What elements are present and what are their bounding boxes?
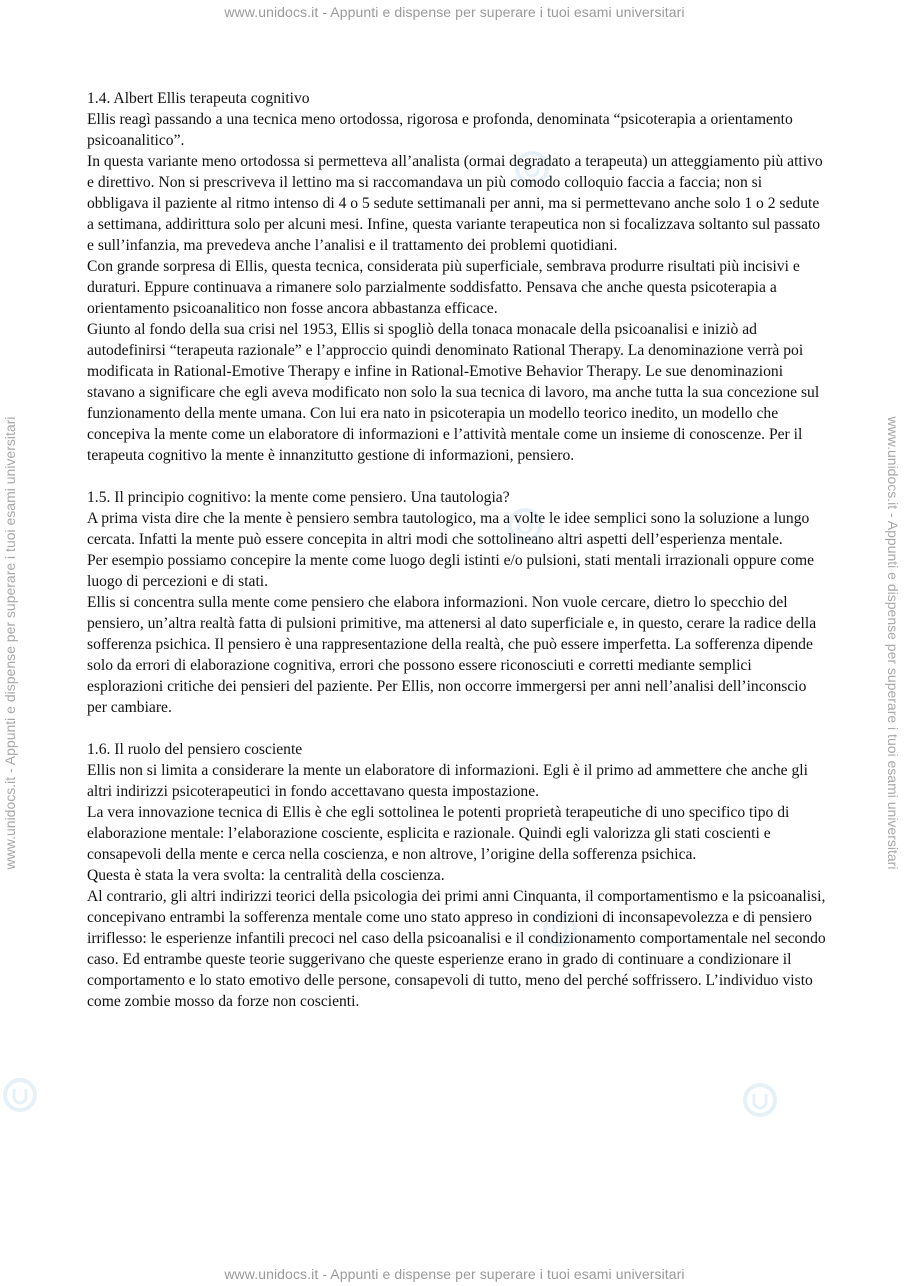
section-heading: 1.5. Il principio cognitivo: la mente come pensiero. Una tautologia?	[87, 489, 510, 506]
paragraph: Per esempio possiamo concepire la mente come luogo degli istinti e/o pulsioni, stati mentali irrazionali oppure come luogo di percezioni e di stati.	[87, 552, 815, 590]
watermark-right: www.unidocs.it - Appunti e dispense per superare i tuoi esami universitari	[885, 416, 901, 870]
paragraph: Giunto al fondo della sua crisi nel 1953, Ellis si spogliò della tonaca monacale della psicoanalisi e iniziò ad autodefinirsi “terapeuta razionale” e l’approccio quindi denominato Rational Therapy. La denominazione verrà poi modificata in Rational-Emotive Therapy e infine in Rational-Emotive Behavior Therapy. Le sue denominazioni stavano a significare che egli aveva modificato non solo la sua tecnica di lavoro, ma anche tutta la sua concezione sul funzionamento della mente umana. Con lui era nato in psicoterapia un modello teorico inedito, un modello che concepiva la mente come un elaboratore di informazioni e l’attività mentale come un insieme di conoscenze. Per il terapeuta cognitivo la mente è innanzitutto gestione di informazioni, pensiero.	[87, 321, 820, 464]
section-body	[87, 109, 827, 466]
watermark-bottom: www.unidocs.it - Appunti e dispense per superare i tuoi esami universitari	[224, 1266, 685, 1282]
watermark-top: www.unidocs.it - Appunti e dispense per superare i tuoi esami universitari	[224, 4, 685, 20]
section-heading: 1.4. Albert Ellis terapeuta cognitivo	[87, 90, 310, 107]
paragraph: A prima vista dire che la mente è pensiero sembra tautologico, ma a volte le idee semplici sono la soluzione a lungo cercata. Infatti la mente può essere concepita in altri modi che sottolineano altri aspetti dell’esperienza mentale.	[87, 510, 810, 548]
watermark-left: www.unidocs.it - Appunti e dispense per superare i tuoi esami universitari	[2, 416, 18, 870]
paragraph: Ellis si concentra sulla mente come pensiero che elabora informazioni. Non vuole cercare, dietro lo specchio del pensiero, un’altra realtà fatta di pulsioni primitive, ma attenersi al dato superficiale e, in questo, cerare la radice della sofferenza psichica. Il pensiero è una rappresentazione della realtà, che può essere imperfetta. La sofferenza dipende solo da errori di elaborazione cognitiva, errori che possono essere riconosciuti e corretti mediante semplici esplorazioni critiche dei pensieri del paziente. Per Ellis, non occorre immergersi per anni nell’analisi dell’inconscio per cambiare.	[87, 594, 817, 716]
paragraph: La vera innovazione tecnica di Ellis è che egli sottolinea le potenti proprietà terapeutiche di uno specifico tipo di elaborazione mentale: l’elaborazione cosciente, esplicita e razionale. Quindi egli valorizza gli stati coscienti e consapevoli della mente e cerca nella coscienza, e non altrove, l’origine della sofferenza psichica.	[87, 804, 790, 863]
paragraph: Con grande sorpresa di Ellis, questa tecnica, considerata più superficiale, sembrava produrre risultati più incisivi e duraturi. Eppure continuava a rimanere solo parzialmente soddisfatto. Pensava che anche questa psicoterapia a orientamento psicoanalitico non fosse ancora abbastanza efficace.	[87, 258, 800, 317]
paragraph: Ellis non si limita a considerare la mente un elaboratore di informazioni. Egli è il primo ad ammettere che anche gli altri indirizzi psicoterapeutici in fondo accettavano questa impostazione.	[87, 762, 808, 800]
section-body	[87, 760, 827, 1012]
paragraph: In questa variante meno ortodossa si permetteva all’analista (ormai degradato a terapeuta) un atteggiamento più attivo e direttivo. Non si prescriveva il lettino ma si raccomandava un più comodo colloquio faccia a faccia; non si obbligava il paziente al ritmo intenso di 4 o 5 sedute settimanali per anni, ma si permettevano anche solo 1 o 2 sedute a settimana, addirittura solo per alcuni mesi. Infine, questa variante terapeutica non si focalizzava soltanto sul passato e sull’infanzia, ma prevedeva anche l’analisi e il trattamento dei problemi quotidiani.	[87, 153, 823, 254]
section-body	[87, 508, 827, 718]
unidocs-logo-icon	[0, 1075, 40, 1115]
unidocs-logo-icon	[740, 1080, 780, 1120]
document-body	[87, 88, 827, 1033]
section-heading: 1.6. Il ruolo del pensiero cosciente	[87, 741, 303, 758]
paragraph: Questa è stata la vera svolta: la centralità della coscienza.	[87, 867, 445, 884]
paragraph: Al contrario, gli altri indirizzi teorici della psicologia dei primi anni Cinquanta, il comportamentismo e la psicoanalisi, concepivano entrambi la sofferenza mentale come uno stato appreso in condizioni di inconsapevolezza e di pensiero irriflesso: le esperienze infantili precoci nel caso della psicoanalisi e il condizionamento comportamentale nel secondo caso. Ed entrambe queste teorie suggerivano che queste esperienze erano in grado di continuare a condizionare il comportamento e lo stato emotivo delle persone, consapevoli di tutto, meno del perché soffrissero. L’individuo visto come zombie mosso da forze non coscienti.	[87, 888, 826, 1010]
paragraph: Ellis reagì passando a una tecnica meno ortodossa, rigorosa e profonda, denominata “psicoterapia a orientamento psicoanalitico”.	[87, 111, 793, 149]
